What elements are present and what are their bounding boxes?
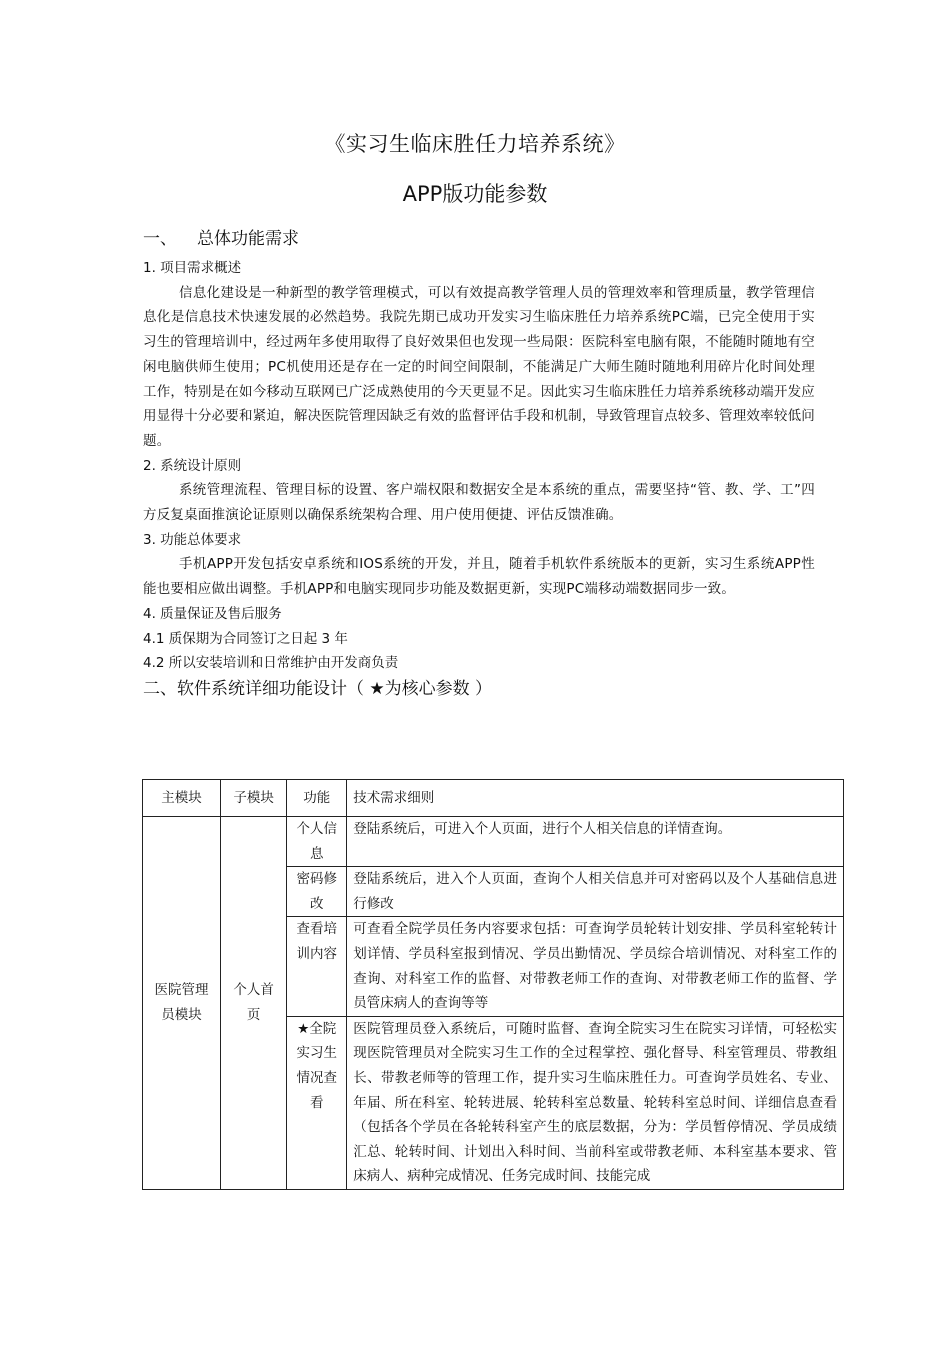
function-cell: 密码修改 <box>287 867 347 917</box>
document-subtitle: APP版功能参数 <box>402 182 548 206</box>
section-1-title: 总体功能需求 <box>197 229 299 249</box>
subsection-heading: 4. 质量保证及售后服务 <box>143 605 282 622</box>
subsection-heading: 1. 项目需求概述 <box>143 260 242 276</box>
paragraph: 信息化建设是一种新型的教学管理模式，可以有效提高教学管理人员的管理效率和管理质量，教学管理信息化是信息技术快速发展的必然趋势。我院先期已成功开发实习生临床胜任力培养系统PC端，已完全使用于实习生的管理培训中，经过两年多使用取得了良好效果但也发现一些局限：医院科室电脑有限，不能随时随地有空闲电脑供师生使用；PC机使用还是存在一定的时间空间限制，不能满足广大师生随时随地利用碎片化时间处理工作，特别是在如今移动互联网已广泛成熟使用的今天更显不足。因此实习生临床胜任力培养系统移动端开发应用显得十分必要和紧迫，解决医院管理因缺乏有效的监督评估手段和机制，导致管理盲点较多、管理效率较低问题。 <box>143 284 815 449</box>
document-body <box>143 226 815 702</box>
function-spec-table <box>142 779 844 1190</box>
section-2-heading: 二、软件系统详细功能设计（ ★为核心参数 ） <box>143 678 493 699</box>
paragraph: 系统管理流程、管理目标的设置、客户端权限和数据安全是本系统的重点，需要坚持“管、教、学、工”四方反复桌面推演论证原则以确保系统架构合理、用户使用便捷、评估反馈准确。 <box>143 482 815 524</box>
subsection-heading: 3. 功能总体要求 <box>143 531 242 548</box>
paragraph: 手机APP开发包括安卓系统和IOS系统的开发，并且，随着手机软件系统版本的更新，实习生系统APP性能也要相应做出调整。手机APP和电脑实现同步功能及数据更新，实现PC端移动端数据同步一致。 <box>143 556 815 598</box>
detail-cell: 医院管理员登入系统后，可随时监督、查询全院实习生在院实习详情，可轻松实现医院管理员对全院实习生工作的全过程掌控、强化督导、科室管理员、带教组长、带教老师等的管理工作，提升实习生临床胜任力。可查询学员姓名、专业、年届、所在科室、轮转进展、轮转科室总数量、轮转科室总时间、详细信息查看（包括各个学员在各轮转科室产生的底层数据，分为：学员暂停情况、学员成绩汇总、轮转时间、计划出入科时间、当前科室或带教老师、本科室基本要求、管床病人、病种完成情况、任务完成时间、技能完成 <box>347 1016 844 1189</box>
function-cell: 查看培训内容 <box>287 917 347 1016</box>
table-row <box>143 817 844 867</box>
main-module-cell: 医院管理员模块 <box>143 817 221 1190</box>
header-sub-module: 子模块 <box>221 780 287 817</box>
detail-cell: 可查看全院学员任务内容要求包括：可查询学员轮转计划安排、学员科室轮转计划详情、学员科室报到情况、学员出勤情况、学员综合培训情况、对科室工作的查询、对科室工作的监督、对带教老师工作的查询、对带教老师工作的监督、学员管床病人的查询等等 <box>347 917 844 1016</box>
detail-cell: 登陆系统后，进入个人页面，查询个人相关信息并可对密码以及个人基础信息进行修改 <box>347 867 844 917</box>
detail-cell: 登陆系统后，可进入个人页面，进行个人相关信息的详情查询。 <box>347 817 844 867</box>
header-detail: 技术需求细则 <box>347 780 844 817</box>
header-function: 功能 <box>287 780 347 817</box>
sub-module-cell: 个人首页 <box>221 817 287 1190</box>
function-cell: ★全院实习生情况查看 <box>287 1016 347 1189</box>
warranty-line: 4.1 质保期为合同签订之日起 3 年 <box>143 630 348 647</box>
section-1-number: 一、 <box>143 229 177 249</box>
header-main-module: 主模块 <box>143 780 221 817</box>
subsection-heading: 2. 系统设计原则 <box>143 457 242 474</box>
section-1-heading <box>143 226 815 252</box>
function-cell: 个人信息 <box>287 817 347 867</box>
service-line: 4.2 所以安装培训和日常维护由开发商负责 <box>143 655 399 672</box>
document-title: 《实习生临床胜任力培养系统》 <box>324 132 626 156</box>
table-header-row <box>143 780 844 817</box>
